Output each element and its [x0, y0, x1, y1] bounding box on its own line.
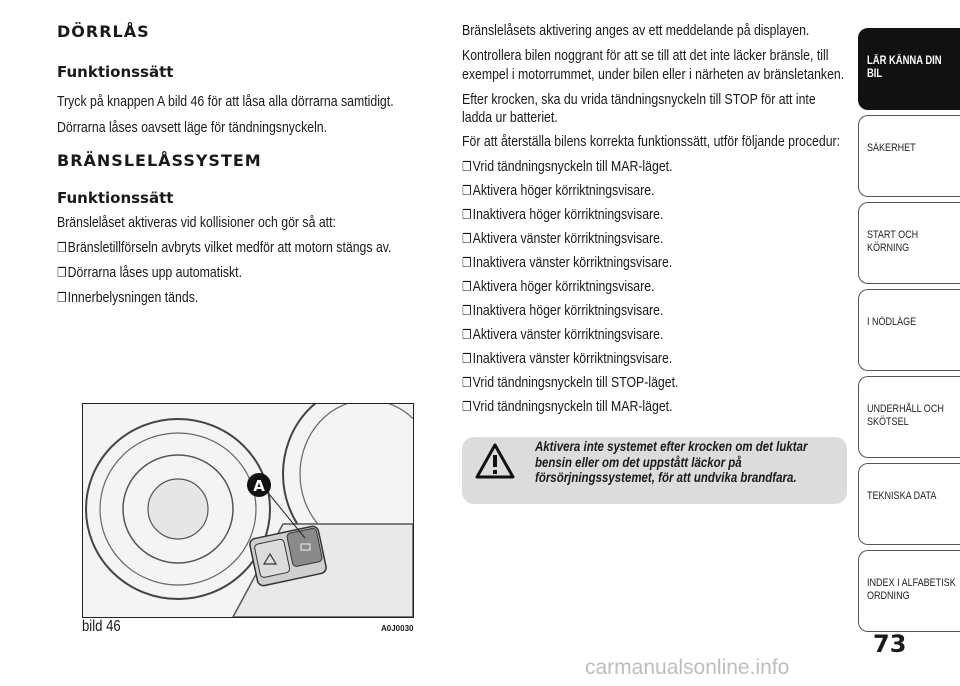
section-title-fuel-lock: BRÄNSLELÅSSYSTEM [57, 151, 262, 170]
tab-start-och-korning[interactable] [858, 202, 960, 284]
dashboard-illustration [83, 404, 413, 617]
tab-label: SÄKERHET [867, 142, 916, 154]
list-item: ❒Bränsletillförseln avbryts vilket medför att motorn stängs av. [57, 239, 392, 256]
tab-underhall-och-skotsel[interactable] [858, 376, 960, 458]
watermark: carmanualsonline.info [585, 656, 790, 679]
tab-sakerhet[interactable] [858, 115, 960, 197]
bullet-icon: ❒ [462, 327, 472, 342]
body-line: För att återställa bilens korrekta funktionssätt, utför följande procedur: [462, 133, 841, 150]
bullet-icon: ❒ [57, 265, 67, 280]
body-line: Efter krocken, ska du vrida tändningsnyckeln till STOP för att inte [462, 91, 816, 108]
procedure-step: ❒Inaktivera vänster körriktningsvisare. [462, 254, 673, 271]
procedure-step: ❒Aktivera höger körriktningsvisare. [462, 278, 655, 295]
procedure-step: ❒Vrid tändningsnyckeln till MAR-läget. [462, 158, 673, 175]
body-line: Bränslelåsets aktivering anges av ett meddelande på displayen. [462, 22, 810, 39]
body-line: exempel i motorrummet, under bilen eller i närheten av bränsletanken. [462, 66, 845, 83]
bullet-icon: ❒ [462, 207, 472, 222]
tab-index-i-alfabetisk-ordning[interactable] [858, 550, 960, 632]
tab-label: START OCH KÖRNING [867, 229, 919, 254]
procedure-step: ❒Inaktivera höger körriktningsvisare. [462, 302, 664, 319]
section-subtitle: Funktionssätt [57, 63, 174, 81]
tab-label: UNDERHÅLL OCH SKÖTSEL [867, 403, 944, 428]
svg-text:A: A [253, 477, 265, 495]
list-item: ❒Innerbelysningen tänds. [57, 289, 199, 306]
figure-caption: bild 46 [82, 618, 121, 635]
bullet-icon: ❒ [462, 351, 472, 366]
tab-i-nodlage[interactable] [858, 289, 960, 371]
tab-tekniska-data[interactable] [858, 463, 960, 545]
bullet-icon: ❒ [462, 255, 472, 270]
tab-label: I NÖDLÄGE [867, 316, 917, 328]
procedure-step: ❒Vrid tändningsnyckeln till STOP-läget. [462, 374, 679, 391]
procedure-step: ❒Vrid tändningsnyckeln till MAR-läget. [462, 398, 673, 415]
procedure-step: ❒Aktivera vänster körriktningsvisare. [462, 326, 664, 343]
warning-text: Aktivera inte systemet efter krocken om det luktar bensin eller om det uppstått läckor på försörjningssystemet, för att undvika brandfara. [535, 438, 808, 485]
procedure-step: ❒Aktivera vänster körriktningsvisare. [462, 230, 664, 247]
bullet-icon: ❒ [462, 375, 472, 390]
procedure-step: ❒Inaktivera vänster körriktningsvisare. [462, 350, 673, 367]
section-title-door-locks: DÖRRLÅS [57, 22, 150, 41]
bullet-icon: ❒ [462, 303, 472, 318]
body-line: Bränslelåset aktiveras vid kollisioner och gör så att: [57, 214, 336, 231]
bullet-icon: ❒ [462, 231, 472, 246]
bullet-icon: ❒ [462, 159, 472, 174]
bullet-icon: ❒ [462, 279, 472, 294]
tab-label: LÄR KÄNNA DIN BIL [867, 55, 942, 80]
procedure-step: ❒Inaktivera höger körriktningsvisare. [462, 206, 664, 223]
page-number: 73 [873, 630, 907, 658]
body-line: Tryck på knappen A bild 46 för att låsa alla dörrarna samtidigt. [57, 93, 394, 110]
procedure-step: ❒Aktivera höger körriktningsvisare. [462, 182, 655, 199]
warning-triangle-icon [475, 443, 515, 479]
bullet-icon: ❒ [462, 399, 472, 414]
list-item: ❒Dörrarna låses upp automatiskt. [57, 264, 242, 281]
tab-label: INDEX I ALFABETISK ORDNING [867, 577, 956, 602]
section-subtitle: Funktionssätt [57, 189, 174, 207]
tab-label: TEKNISKA DATA [867, 490, 937, 502]
bullet-icon: ❒ [462, 183, 472, 198]
body-line: ladda ur batteriet. [462, 109, 558, 126]
tab-lar-kanna-din-bil[interactable] [858, 28, 960, 110]
body-line: Dörrarna låses oavsett läge för tändningsnyckeln. [57, 119, 328, 136]
figure-door-lock-button [82, 403, 414, 618]
bullet-icon: ❒ [57, 290, 67, 305]
figure-code: A0J0030 [381, 624, 414, 633]
body-line: Kontrollera bilen noggrant för att se till att det inte läcker bränsle, till [462, 47, 829, 64]
bullet-icon: ❒ [57, 240, 67, 255]
